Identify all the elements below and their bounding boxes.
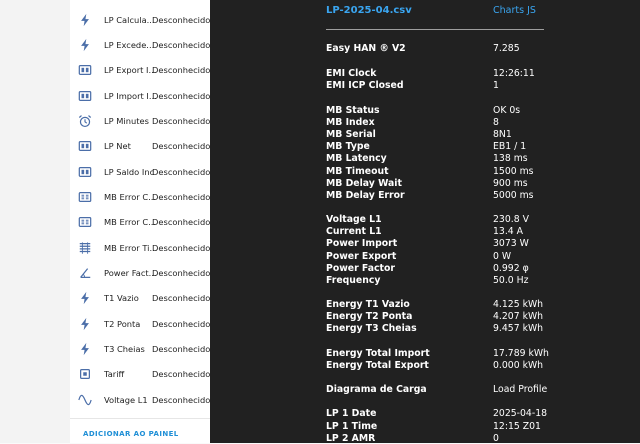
entity-state: Desconhecido [152, 14, 211, 25]
status-value: 900 ms [493, 178, 528, 189]
entity-row[interactable] [70, 108, 210, 133]
status-label: Voltage L1 [326, 214, 382, 225]
easy-han-status-popup [210, 0, 640, 443]
entity-name: T1 Vazio [104, 293, 139, 304]
status-label: LP 1 Date [326, 408, 377, 419]
entity-row[interactable] [70, 362, 210, 387]
entity-state: Desconhecido [152, 318, 211, 329]
entity-row[interactable] [70, 134, 210, 159]
entity-state: Desconhecido [152, 166, 211, 177]
flash-icon [77, 290, 93, 306]
entity-state: Desconhecido [152, 65, 211, 76]
entity-state: Desconhecido [152, 141, 211, 152]
entity-state: Desconhecido [152, 39, 211, 50]
entity-name: MB Error C... [104, 191, 157, 202]
status-label: Frequency [326, 275, 381, 286]
meter-icon [77, 138, 93, 154]
entity-row[interactable] [70, 83, 210, 108]
status-value: 1500 ms [493, 166, 534, 177]
status-label: EMI Clock [326, 68, 377, 79]
status-value: 4.207 kWh [493, 311, 544, 322]
entity-name: T3 Cheias [104, 344, 145, 355]
status-value: 0 [493, 433, 499, 444]
status-label: Energy T3 Cheias [326, 323, 417, 334]
entity-name: LP Calcula... [104, 14, 155, 25]
status-value: 8 [493, 117, 499, 128]
status-value: EB1 / 1 [493, 141, 527, 152]
entity-name: LP Import I... [104, 90, 157, 101]
entity-state: Desconhecido [152, 217, 211, 228]
charts-js-link[interactable]: Charts JS [493, 5, 536, 16]
status-value: 12:15 Z01 [493, 421, 541, 432]
status-label: LP 2 AMR [326, 433, 376, 444]
entity-state: Desconhecido [152, 191, 211, 202]
entity-row[interactable] [70, 32, 210, 57]
status-label: MB Latency [326, 153, 387, 164]
entity-name: LP Export I... [104, 65, 157, 76]
status-label: Energy T2 Ponta [326, 311, 413, 322]
entity-name: Power Fact... [104, 268, 157, 278]
status-value: Load Profile [493, 384, 548, 395]
sine-wave-icon [77, 392, 93, 408]
status-label: Current L1 [326, 226, 382, 237]
angle-icon [77, 265, 93, 281]
entity-name: LP Saldo Inc [104, 166, 155, 177]
status-label: LP 1 Time [326, 421, 378, 432]
lp-csv-file-link[interactable]: LP-2025-04.csv [326, 5, 412, 16]
status-label: Energy Total Export [326, 360, 429, 371]
entity-name: T2 Ponta [104, 318, 141, 329]
counter-icon [77, 189, 93, 205]
status-label: MB Delay Wait [326, 178, 402, 189]
flash-icon [77, 12, 93, 28]
status-label: Power Export [326, 251, 397, 262]
entity-name: MB Error Ti... [104, 242, 158, 253]
status-label: Energy Total Import [326, 348, 430, 359]
status-label: Easy HAN ® V2 [326, 43, 406, 54]
status-value: 4.125 kWh [493, 299, 544, 310]
entity-row[interactable] [70, 235, 210, 260]
entity-list-panel [70, 0, 210, 443]
status-label: MB Serial [326, 129, 376, 140]
status-value: 13.4 A [493, 226, 524, 237]
status-label: MB Timeout [326, 166, 389, 177]
entity-row[interactable] [70, 286, 210, 311]
entity-name: LP Minutes [104, 115, 149, 126]
entity-state: Desconhecido [152, 268, 211, 278]
status-value: 9.457 kWh [493, 323, 544, 334]
status-value: 17.789 kWh [493, 348, 549, 359]
status-value: 8N1 [493, 129, 512, 140]
entity-state: Desconhecido [152, 394, 211, 405]
status-value: 0.000 kWh [493, 360, 544, 371]
status-value: 230.8 V [493, 214, 529, 225]
entity-row[interactable] [70, 184, 210, 209]
entity-row[interactable] [70, 210, 210, 235]
entity-row[interactable] [70, 7, 210, 32]
entity-name: Voltage L1 [104, 394, 148, 405]
entity-row[interactable] [70, 387, 210, 412]
flash-icon [77, 316, 93, 332]
entity-row[interactable] [70, 58, 210, 83]
flash-icon [77, 341, 93, 357]
status-label: MB Type [326, 141, 370, 152]
entity-name: LP Excede... [104, 39, 155, 50]
status-label: MB Status [326, 105, 380, 116]
entity-name: Tariff [104, 369, 125, 380]
status-value: 7.285 [493, 43, 520, 54]
status-value: 50.0 Hz [493, 275, 529, 286]
meter-icon [77, 62, 93, 78]
add-to-panel-button[interactable]: ADICIONAR AO PAINEL [83, 430, 179, 438]
entity-state: Desconhecido [152, 90, 211, 101]
status-label: Diagrama de Carga [326, 384, 427, 395]
entity-state: Desconhecido [152, 293, 211, 304]
status-label: Power Import [326, 238, 398, 249]
status-value: 0.992 φ [493, 263, 529, 274]
status-value: 12:26:11 [493, 68, 535, 79]
status-label: Energy T1 Vazio [326, 299, 410, 310]
entity-row[interactable] [70, 159, 210, 184]
entity-name: LP Net [104, 141, 131, 152]
header-divider [326, 29, 544, 30]
status-label: EMI ICP Closed [326, 80, 404, 91]
status-label: MB Delay Error [326, 190, 405, 201]
flash-icon [77, 37, 93, 53]
status-label: MB Index [326, 117, 375, 128]
counter-icon [77, 214, 93, 230]
entity-state: Desconhecido [152, 115, 211, 126]
entity-state: Desconhecido [152, 242, 211, 253]
entity-row[interactable] [70, 337, 210, 362]
entity-state: Desconhecido [152, 369, 211, 380]
entity-state: Desconhecido [152, 344, 211, 355]
tag-icon [77, 366, 93, 382]
status-value: 3073 W [493, 238, 529, 249]
entity-name: MB Error C... [104, 217, 157, 228]
status-value: OK 0s [493, 105, 521, 116]
alarm-clock-icon [77, 113, 93, 129]
entity-row[interactable] [70, 261, 210, 286]
meter-icon [77, 88, 93, 104]
meter-icon [77, 164, 93, 180]
left-background-strip [0, 0, 70, 443]
status-value: 138 ms [493, 153, 528, 164]
timer-list-icon [77, 240, 93, 256]
entity-row[interactable] [70, 311, 210, 336]
status-value: 0 W [493, 251, 512, 262]
status-value: 5000 ms [493, 190, 534, 201]
status-value: 1 [493, 80, 499, 91]
status-label: Power Factor [326, 263, 395, 274]
status-value: 2025-04-18 [493, 408, 548, 419]
